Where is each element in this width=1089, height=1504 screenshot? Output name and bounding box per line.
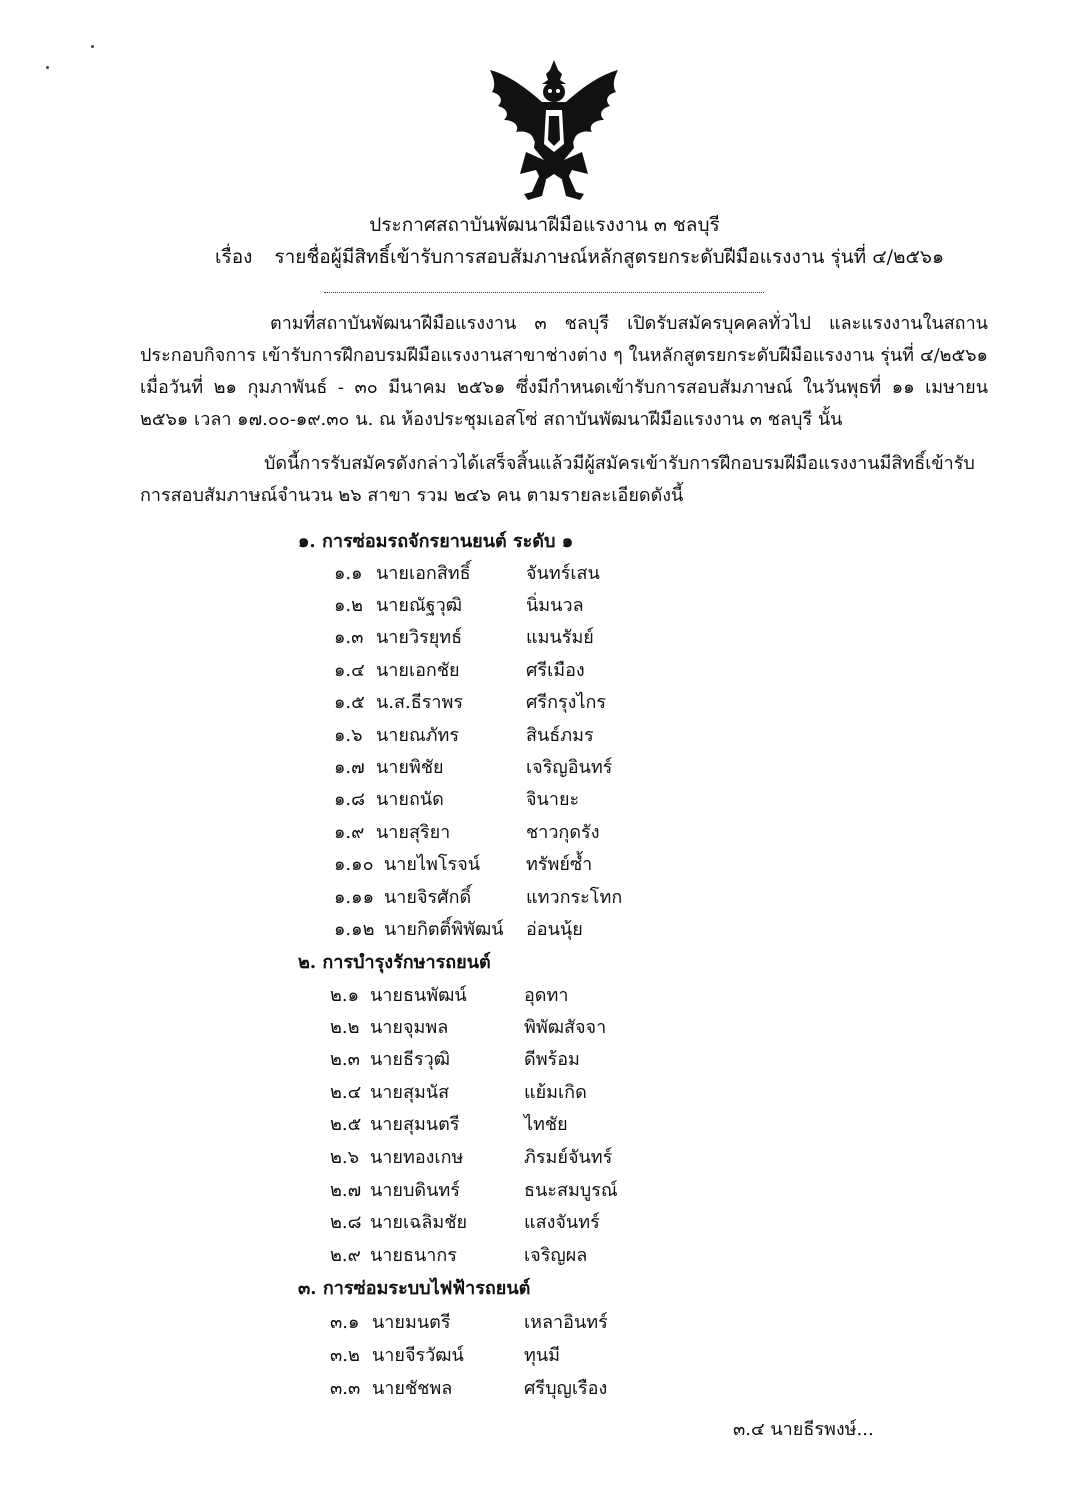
first-name: นายมนตรี xyxy=(372,1312,451,1333)
last-name: แทวกระโทก xyxy=(526,887,623,908)
item-number: ๓.๒ xyxy=(330,1345,360,1366)
item-number: ๒.๘ xyxy=(330,1212,362,1233)
item-number: ๑.๑๒ xyxy=(334,919,375,940)
first-name: นายจุมพล xyxy=(370,1017,449,1038)
first-name: นายเอกสิทธิ์ xyxy=(376,563,471,584)
first-name: นายถนัด xyxy=(376,789,444,810)
continuation-note: ๓.๔ นายธีรพงษ์... xyxy=(733,1419,874,1440)
item-number: ๒.๓ xyxy=(330,1049,360,1070)
section-heading: ๒. การบำรุงรักษารถยนต์ xyxy=(298,952,491,973)
first-name: นายเอกชัย xyxy=(376,660,460,681)
announcement-title: ประกาศสถาบันพัฒนาฝีมือแรงงาน ๓ ชลบุรี xyxy=(369,214,720,236)
scan-speck xyxy=(46,66,49,69)
item-number: ๑.๓ xyxy=(334,627,364,648)
first-name: นายไพโรจน์ xyxy=(384,854,481,875)
first-name: นายธีรวุฒิ xyxy=(370,1049,450,1070)
first-name: นายณภัทร xyxy=(376,725,460,746)
section-heading: ๓. การซ่อมระบบไฟฟ้ารถยนต์ xyxy=(298,1278,531,1299)
last-name: อ่อนนุ้ย xyxy=(526,919,583,940)
subject-text: รายชื่อผู้มีสิทธิ์เข้ารับการสอบสัมภาษณ์หลักสูตรยกระดับฝีมือแรงงาน รุ่นที่ ๔/๒๕๖๑ xyxy=(274,246,945,268)
last-name: ภิรมย์จันทร์ xyxy=(524,1147,613,1168)
first-name: นายวิรยุทธ์ xyxy=(376,627,463,648)
first-name: นายณัฐวุฒิ xyxy=(376,595,462,616)
last-name: แสงจันทร์ xyxy=(524,1212,600,1233)
first-name: นายจิรศักดิ์ xyxy=(384,887,472,908)
last-name: ทรัพย์ซ้ำ xyxy=(526,854,593,875)
last-name: ศรีกรุงไกร xyxy=(526,692,607,713)
item-number: ๑.๖ xyxy=(334,725,363,746)
item-number: ๑.๑๐ xyxy=(334,854,374,875)
item-number: ๑.๑ xyxy=(334,563,363,584)
first-name: นายธนพัฒน์ xyxy=(370,985,467,1006)
item-number: ๑.๕ xyxy=(334,692,365,713)
item-number: ๒.๑ xyxy=(330,985,360,1006)
item-number: ๓.๑ xyxy=(330,1312,360,1333)
first-name: นายสุมนตรี xyxy=(370,1114,460,1135)
last-name: ชาวกุดรัง xyxy=(526,822,600,843)
body-paragraph: ตามที่สถาบันพัฒนาฝีมือแรงงาน ๓ ชลบุรี เปิดรับสมัครบุคคลทั่วไป และแรงงานในสถานประกอบกิจการ เข้ารับการฝึกอบรมฝีมือแรงงานสาขาช่างต่าง ๆ ในหลักสูตรยกระดับฝีมือแรงงาน รุ่นที่ ๔/๒๕๖๑ เมื่อวันที่ ๒๑ กุมภาพันธ์ - ๓๐ มีนาคม ๒๕๖๑ ซึ่งมีกำหนดเข้ารับการสอบสัมภาษณ์ ในวันพุธที่ ๑๑ เมษายน ๒๕๖๑ เวลา ๑๗.๐๐-๑๙.๓๐ น. ณ ห้องประชุมเอสโซ่ สถาบันพัฒนาฝีมือแรงงาน ๓ ชลบุรี นั้น xyxy=(140,313,988,430)
last-name: เหลาอินทร์ xyxy=(524,1312,608,1333)
announcement-subject xyxy=(215,242,944,272)
last-name: ไทชัย xyxy=(524,1114,568,1135)
first-name: นายกิตติ์พิพัฒน์ xyxy=(384,919,504,940)
section-heading: ๑. การซ่อมรถจักรยานยนต์ ระดับ ๑ xyxy=(298,531,574,552)
first-name: น.ส.ธีราพร xyxy=(376,692,464,713)
last-name: ทุนมี xyxy=(524,1345,561,1366)
first-name: นายพิชัย xyxy=(376,757,444,778)
last-name: อุดทา xyxy=(524,985,569,1006)
first-name: นายชัชพล xyxy=(372,1378,453,1399)
body-paragraph: บัดนี้การรับสมัครดังกล่าวได้เสร็จสิ้นแล้วมีผู้สมัครเข้ารับการฝึกอบรมฝีมือแรงงานมีสิทธิ์เข้ารับการสอบสัมภาษณ์จำนวน ๒๖ สาขา รวม ๒๔๖ คน ตามรายละเอียดดังนี้ xyxy=(140,453,975,506)
first-name: นายบดินทร์ xyxy=(370,1180,460,1201)
item-number: ๒.๗ xyxy=(330,1180,362,1201)
item-number: ๑.๔ xyxy=(334,660,365,681)
last-name: แย้มเกิด xyxy=(524,1082,587,1103)
item-number: ๒.๙ xyxy=(330,1245,361,1266)
garuda-emblem-icon xyxy=(484,56,624,206)
last-name: จันทร์เสน xyxy=(526,563,600,584)
item-number: ๓.๓ xyxy=(330,1378,361,1399)
first-name: นายทองเกษ xyxy=(370,1147,464,1168)
item-number: ๒.๒ xyxy=(330,1017,360,1038)
item-number: ๒.๔ xyxy=(330,1082,362,1103)
item-number: ๑.๙ xyxy=(334,822,365,843)
last-name: แมนรัมย์ xyxy=(526,627,594,648)
last-name: จินายะ xyxy=(526,789,580,810)
last-name: สินธ์ภมร xyxy=(526,725,594,746)
item-number: ๒.๖ xyxy=(330,1147,360,1168)
last-name: ศรีบุญเรือง xyxy=(524,1378,608,1399)
first-name: นายธนากร xyxy=(370,1245,457,1266)
last-name: เจริญอินทร์ xyxy=(526,757,613,778)
last-name: ดีพร้อม xyxy=(524,1049,580,1070)
first-name: นายสุมนัส xyxy=(370,1082,450,1103)
scan-speck xyxy=(91,45,94,48)
last-name: นิ่มนวล xyxy=(526,595,584,616)
first-name: นายเฉลิมชัย xyxy=(370,1212,468,1233)
last-name: เจริญผล xyxy=(524,1245,588,1266)
item-number: ๑.๘ xyxy=(334,789,366,810)
last-name: ธนะสมบูรณ์ xyxy=(524,1180,618,1201)
subject-label: เรื่อง xyxy=(215,246,253,268)
item-number: ๑.๑๑ xyxy=(334,887,374,908)
last-name: พิพัฒสัจจา xyxy=(524,1017,607,1038)
first-name: นายจีรวัฒน์ xyxy=(372,1345,464,1366)
last-name: ศรีเมือง xyxy=(526,660,585,681)
item-number: ๑.๗ xyxy=(334,757,365,778)
item-number: ๒.๕ xyxy=(330,1114,362,1135)
first-name: นายสุริยา xyxy=(376,822,451,843)
item-number: ๑.๒ xyxy=(334,595,364,616)
dotted-divider xyxy=(324,292,764,293)
